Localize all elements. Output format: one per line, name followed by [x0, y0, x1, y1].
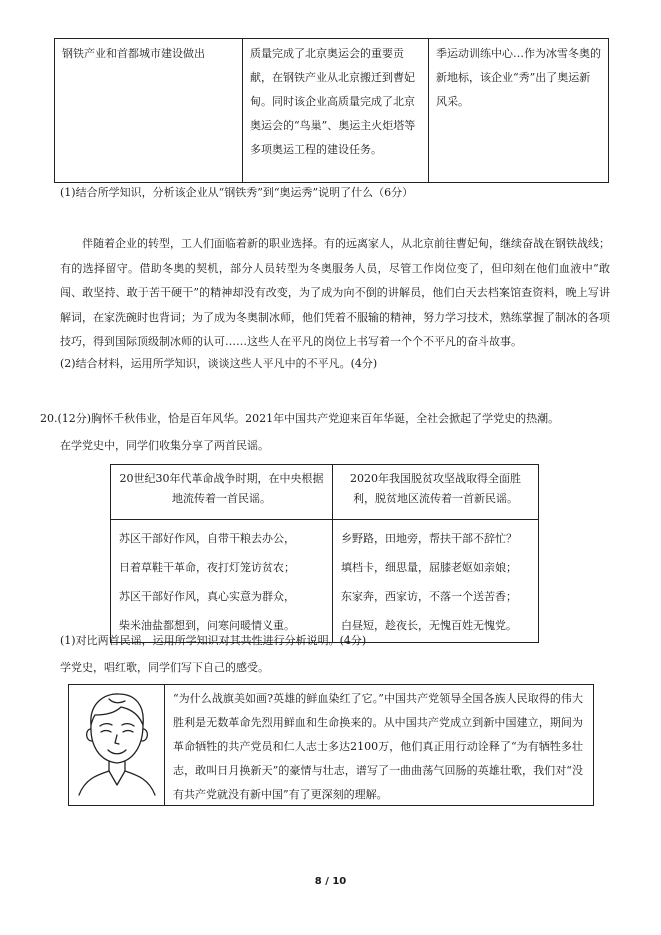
question-20-sub: 在学党史中，同学们收集分享了两首民谣。: [60, 439, 269, 452]
student-illustration: [69, 685, 165, 805]
song-right-line: 白昼短，趁夜长，无愧百姓无愧党。: [341, 619, 517, 632]
question-20-2: 学党史，唱红歌，同学们写下自己的感受。: [60, 661, 269, 674]
song-right-line: 东家奔，西家访，不落一个送苦香；: [341, 590, 517, 603]
song-header-left: 20世纪30年代革命战争时期，在中央根据地流传着一首民谣。: [111, 465, 333, 520]
folk-songs-table: [110, 464, 539, 643]
question-20-1: (1)对比两首民谣，运用所学知识对其共性进行分析说明。(4分): [60, 634, 367, 647]
student-reflection-box: [68, 684, 594, 806]
question-2: (2)结合材料，运用所学知识，谈谈这些人平凡中的不平凡。(4分): [60, 357, 378, 370]
song-left-cell: [111, 520, 333, 643]
song-header-right: 2020年我国脱贫攻坚战取得全面胜利，脱贫地区流传着一首新民谣。: [333, 465, 539, 520]
song-right-cell: [333, 520, 539, 643]
page-number: 8 / 10: [314, 876, 347, 887]
table-cell-col1: 钢铁产业和首都城市建设做出: [55, 39, 243, 183]
table-cell-col3: 季运动训练中心…作为冰雪冬奥的新地标，该企业“秀”出了奥运新风采。: [429, 39, 609, 183]
student-face-icon: [69, 685, 164, 805]
material-passage: 伴随着企业的转型，工人们面临着新的职业选择。有的远离家人，从北京前往曹妃甸，继续奋战在钢铁战线；有的选择留守。借助冬奥的契机，部分人员转型为冬奥服务人员，尽管工作岗位变了，但印刻在他们血液中“敢闯、敢坚持、敢于苦干硬干”的精神却没有改变，为了成为向不倒的讲解员，他们白天去档案馆查资料，晚上写讲解词，在家洗碗时也背词；为了成为冬奥制冰师，他们凭着不服输的精神，努力学习技术，熟练掌握了制冰的各项技巧，得到国际顶级制冰师的认可……这些人在平凡的岗位上书写着一个个不平凡的奋斗故事。: [60, 237, 610, 348]
question-1: (1)结合所学知识，分析该企业从“钢铁秀”到“奥运秀”说明了什么（6分）: [60, 186, 414, 199]
song-right-line: 乡野路，田地旁，帮扶干部不辞忙？: [341, 532, 517, 545]
table-cell-col2: 质量完成了北京奥运会的重要贡献，在钢铁产业从北京搬迁到曹妃甸。同时该企业高质量完成了北京奥运会的“鸟巢”、奥运主火炬塔等多项奥运工程的建设任务。: [243, 39, 429, 183]
question-20-intro: 20.(12分)胸怀千秋伟业，恰是百年风华。2021年中国共产党迎来百年华诞，全社会掀起了学党史的热潮。: [40, 412, 560, 425]
enterprise-table: [54, 38, 609, 183]
song-left-line: 日着草鞋干革命，夜打灯笼访贫农；: [119, 561, 295, 574]
song-left-line: 苏区干部好作风，自带干粮去办公，: [119, 532, 295, 545]
reflection-text: “为什么战旗美如画?英雄的鲜血染红了它。”中国共产党领导全国各族人民取得的伟大胜利是无数革命先烈用鲜血和生命换来的。从中国共产党成立到新中国建立，期间为革命牺牲的共产党员和仁人志士多达2100万，他们真正用行动诠释了“为有牺牲多壮志，敢叫日月换新天”的豪情与壮志，谱写了一曲曲荡气回肠的英雄壮歌，我们对“没有共产党就没有新中国”有了更深刻的理解。: [173, 692, 583, 801]
song-left-line: 柴米油盐都想到，问寒问暖情义重。: [119, 619, 295, 632]
song-left-line: 苏区干部好作风，真心实意为群众，: [119, 590, 295, 603]
song-right-line: 填档卡，细思量，屈膝老妪如亲娘；: [341, 561, 517, 574]
